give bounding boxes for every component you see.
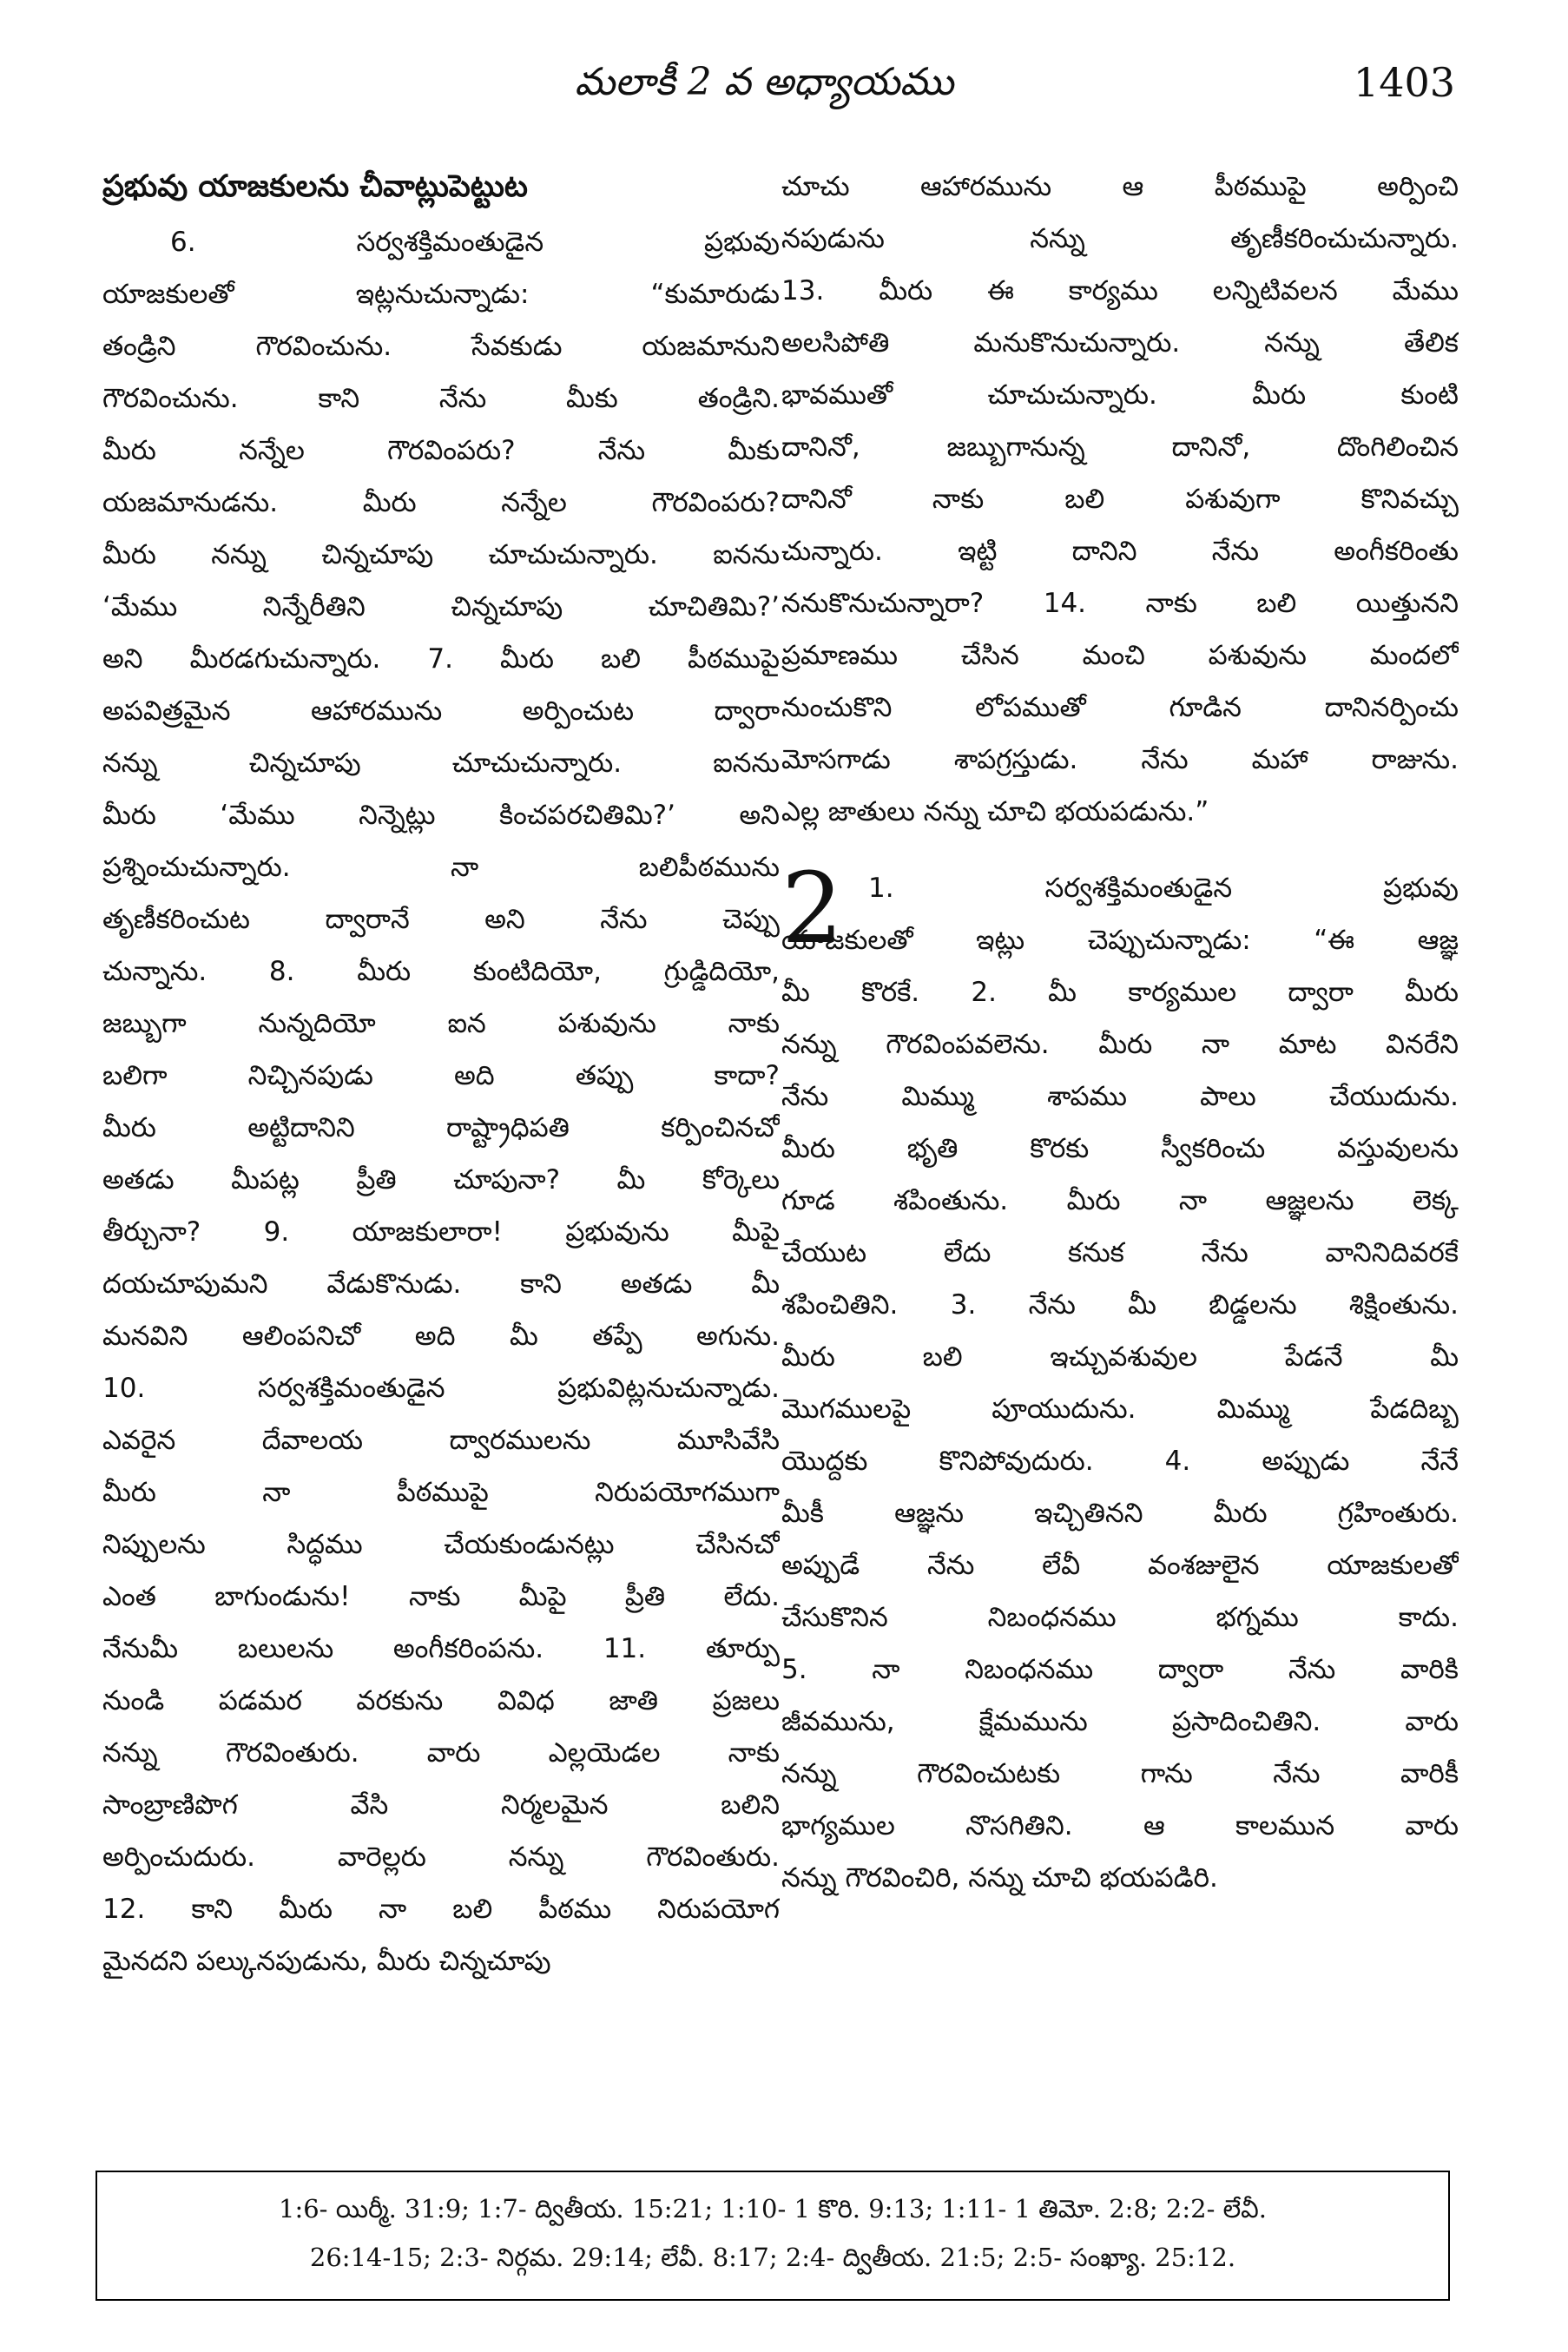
text-line: గూడ శపింతును. మీరు నా ఆజ్ఞలను లెక్క xyxy=(781,1185,1459,1216)
text-line: ననుకొనుచున్నారా? 14. నాకు బలి యిత్తునని xyxy=(781,588,1459,619)
text-line: అర్పించుదురు. వారెల్లరు నన్ను గౌరవింతురు. xyxy=(102,1841,780,1873)
text-line: ‘మేము నిన్నేరీతిని చిన్నచూపు చూచితిమి?’ xyxy=(102,591,780,623)
text-line: నుండి పడమర వరకును వివిధ జాతి ప్రజలు xyxy=(102,1685,780,1716)
right-column-text xyxy=(781,161,1459,838)
chapter-title: మలాకీ 2 వ అధ్యాయము xyxy=(574,60,954,104)
chapter-2-text xyxy=(781,862,1459,1904)
text-line: ఎల్ల జాతులు నన్ను చూచి భయపడును.” xyxy=(781,796,1209,827)
text-line: మీకీ ఆజ్ఞను ఇచ్చితినని మీరు గ్రహింతురు. xyxy=(781,1498,1459,1529)
text-line: నిప్పులను సిద్ధము చేయకుండునట్లు చేసినచో xyxy=(102,1529,780,1560)
text-line: ప్రశ్నించుచున్నారు. నా బలిపీఠమును xyxy=(102,852,780,883)
chapter-number: 2 xyxy=(781,853,844,965)
text-line: సాంబ్రాణిపొగ వేసి నిర్మలమైన బలిని xyxy=(102,1789,780,1821)
right-column xyxy=(781,161,1459,2158)
text-line: 13. మీరు ఈ కార్యము లన్నిటివలన మేము xyxy=(781,275,1459,306)
text-line: గౌరవించును. కాని నేను మీకు తండ్రిని. xyxy=(102,383,780,414)
text-line: అలసిపోతి మనుకొనుచున్నారు. నన్ను తేలిక xyxy=(781,327,1459,359)
left-column xyxy=(102,161,780,2158)
text-line: నన్ను గౌరవింపవలెను. మీరు నా మాట వినరేని xyxy=(781,1029,1459,1060)
text-line: మీ కొరకే. 2. మీ కార్యముల ద్వారా మీరు xyxy=(781,977,1459,1008)
text-line: అతడు మీపట్ల ప్రీతి చూపునా? మీ కోర్కెలు xyxy=(102,1164,780,1196)
page-number: 1403 xyxy=(1353,59,1455,106)
text-line: యాజకులతో ఇట్లనుచున్నాడు: “కుమారుడు xyxy=(102,279,780,310)
text-line: చున్నారు. ఇట్టి దానిని నేను అంగీకరింతు xyxy=(781,536,1459,567)
text-line: తండ్రిని గౌరవించును. సేవకుడు యజమానుని xyxy=(102,331,780,362)
text-line: నుంచుకొని లోపముతో గూడిన దానినర్పించు xyxy=(781,692,1459,723)
footnote-line: 1:6- యిర్మీ. 31:9; 1:7- ద్వితీయ. 15:21; 1:10- 1 కొరి. 9:13; 1:11- 1 తిమో. 2:8; 2:2- లేవీ. xyxy=(279,2194,1267,2224)
text-line: 6. సర్వశక్తిమంతుడైన ప్రభువు xyxy=(170,227,780,258)
text-line: తృణీకరించుట ద్వారానే అని నేను చెప్పు xyxy=(102,904,780,935)
text-line: మీరు నా పీఠముపై నిరుపయోగముగా xyxy=(102,1477,780,1508)
text-line: చూచు ఆహారమును ఆ పీఠముపై అర్పించి xyxy=(781,171,1459,202)
text-line: నేను మిమ్ము శాపము పాలు చేయుదును. xyxy=(781,1081,1459,1112)
text-line: శపించితిని. 3. నేను మీ బిడ్డలను శిక్షింతును. xyxy=(781,1289,1459,1321)
section-heading: ప్రభువు యాజకులను చీవాట్లుపెట్టుట xyxy=(102,169,528,204)
cross-reference-footnotes xyxy=(96,2171,1450,2301)
text-line: నపుడును నన్ను తృణీకరించుచున్నారు. xyxy=(781,223,1459,254)
text-line: మీరు నన్నేల గౌరవింపరు? నేను మీకు xyxy=(102,435,780,466)
text-line: మైనదని పల్కునపుడును, మీరు చిన్నచూపు xyxy=(102,1946,551,1977)
text-line: మీరు బలి ఇచ్చువశువుల పేడనే మీ xyxy=(781,1341,1459,1373)
text-line: జీవమును, క్షేమమును ప్రసాదించితిని. వారు xyxy=(781,1706,1459,1737)
text-line: మొగములపై పూయుదును. మిమ్ము పేడదిబ్బ xyxy=(781,1393,1459,1425)
text-line: నన్ను చిన్నచూపు చూచుచున్నారు. ఐనను xyxy=(102,748,780,779)
text-line: నన్ను గౌరవించిరి, నన్ను చూచి భయపడిరి. xyxy=(781,1862,1218,1894)
text-line: తీర్చునా? 9. యాజకులారా! ప్రభువును మీపై xyxy=(102,1216,780,1248)
text-line: యజమానుడను. మీరు నన్నేల గౌరవింపరు? xyxy=(102,487,780,518)
text-line: 1. సర్వశక్తిమంతుడైన ప్రభువు xyxy=(868,873,1459,904)
text-line: దానినో, జబ్బుగానున్న దానినో, దొంగిలించిన xyxy=(781,432,1459,463)
text-line: నేనుమీ బలులను అంగీకరింపను. 11. తూర్పు xyxy=(102,1633,780,1664)
text-line: ప్రమాణము చేసిన మంచి పశువును మందలో xyxy=(781,640,1459,671)
text-line: చున్నాను. 8. మీరు కుంటిదియో, గ్రుడ్డిదియో, xyxy=(102,956,780,987)
text-line: మీరు అట్టిదానిని రాష్ట్రాధిపతి కర్పించినచో xyxy=(102,1112,780,1143)
text-line: మోసగాడు శాపగ్రస్తుడు. నేను మహా రాజును. xyxy=(781,744,1459,775)
text-line: యొద్దకు కొనిపోవుదురు. 4. అప్పుడు నేనే xyxy=(781,1446,1459,1477)
text-line: 5. నా నిబంధనము ద్వారా నేను వారికి xyxy=(781,1654,1459,1685)
text-line: దయచూపుమని వేడుకొనుడు. కాని అతడు మీ xyxy=(102,1268,780,1300)
text-line: జబ్బుగా నున్నదియో ఐన పశువును నాకు xyxy=(102,1008,780,1039)
text-line: చేయుట లేదు కనుక నేను వానినిదివరకే xyxy=(781,1237,1459,1268)
text-line: నన్ను గౌరవించుటకు గాను నేను వారికీ xyxy=(781,1758,1459,1789)
text-line: భాగ్యముల నొసగితిని. ఆ కాలమున వారు xyxy=(781,1810,1459,1841)
text-line: బలిగా నిచ్చినపుడు అది తప్పు కాదా? xyxy=(102,1060,780,1091)
text-line: మీరు ‘మేము నిన్నెట్లు కించపరచితిమి?’ అని xyxy=(102,800,780,831)
text-line: అప్పుడే నేను లేవీ వంశజులైన యాజకులతో xyxy=(781,1550,1459,1581)
text-line: 12. కాని మీరు నా బలి పీఠము నిరుపయోగ xyxy=(102,1894,780,1925)
text-line: ఎవరైన దేవాలయ ద్వారములను మూసివేసి xyxy=(102,1425,780,1456)
text-line: దానినో నాకు బలి పశువుగా కొనివచ్చు xyxy=(781,484,1459,515)
text-line: అని మీరడగుచున్నారు. 7. మీరు బలి పీఠముపై xyxy=(102,643,780,675)
text-line: ఎంత బాగుండును! నాకు మీపై ప్రీతి లేదు. xyxy=(102,1581,780,1612)
text-line: యాజకులతో ఇట్లు చెప్పుచున్నాడు: “ఈ ఆజ్ఞ xyxy=(781,925,1459,956)
text-line: మీరు నన్ను చిన్నచూపు చూచుచున్నారు. ఐనను xyxy=(102,539,780,570)
footnote-line: 26:14-15; 2:3- నిర్గమ. 29:14; లేవీ. 8:17; 2:4- ద్వితీయ. 21:5; 2:5- సంఖ్యా. 25:12. xyxy=(309,2243,1236,2272)
text-line: నన్ను గౌరవింతురు. వారు ఎల్లయెడల నాకు xyxy=(102,1737,780,1769)
text-line: అపవిత్రమైన ఆహారమును అర్పించుట ద్వారా xyxy=(102,695,780,727)
text-line: భావముతో చూచుచున్నారు. మీరు కుంటి xyxy=(781,379,1459,411)
text-line: మీరు భృతి కొరకు స్వీకరించు వస్తువులను xyxy=(781,1133,1459,1164)
left-column-text xyxy=(102,216,780,1987)
page-header xyxy=(0,52,1568,122)
text-line: చేసుకొనిన నిబంధనము భగ్నము కాదు. xyxy=(781,1602,1459,1633)
text-line: మనవిని ఆలింపనిచో అది మీ తప్పే అగును. xyxy=(102,1321,780,1352)
chapter-2-block xyxy=(781,853,1459,1904)
text-line: 10. సర్వశక్తిమంతుడైన ప్రభువిట్లనుచున్నాడు. xyxy=(102,1373,780,1404)
